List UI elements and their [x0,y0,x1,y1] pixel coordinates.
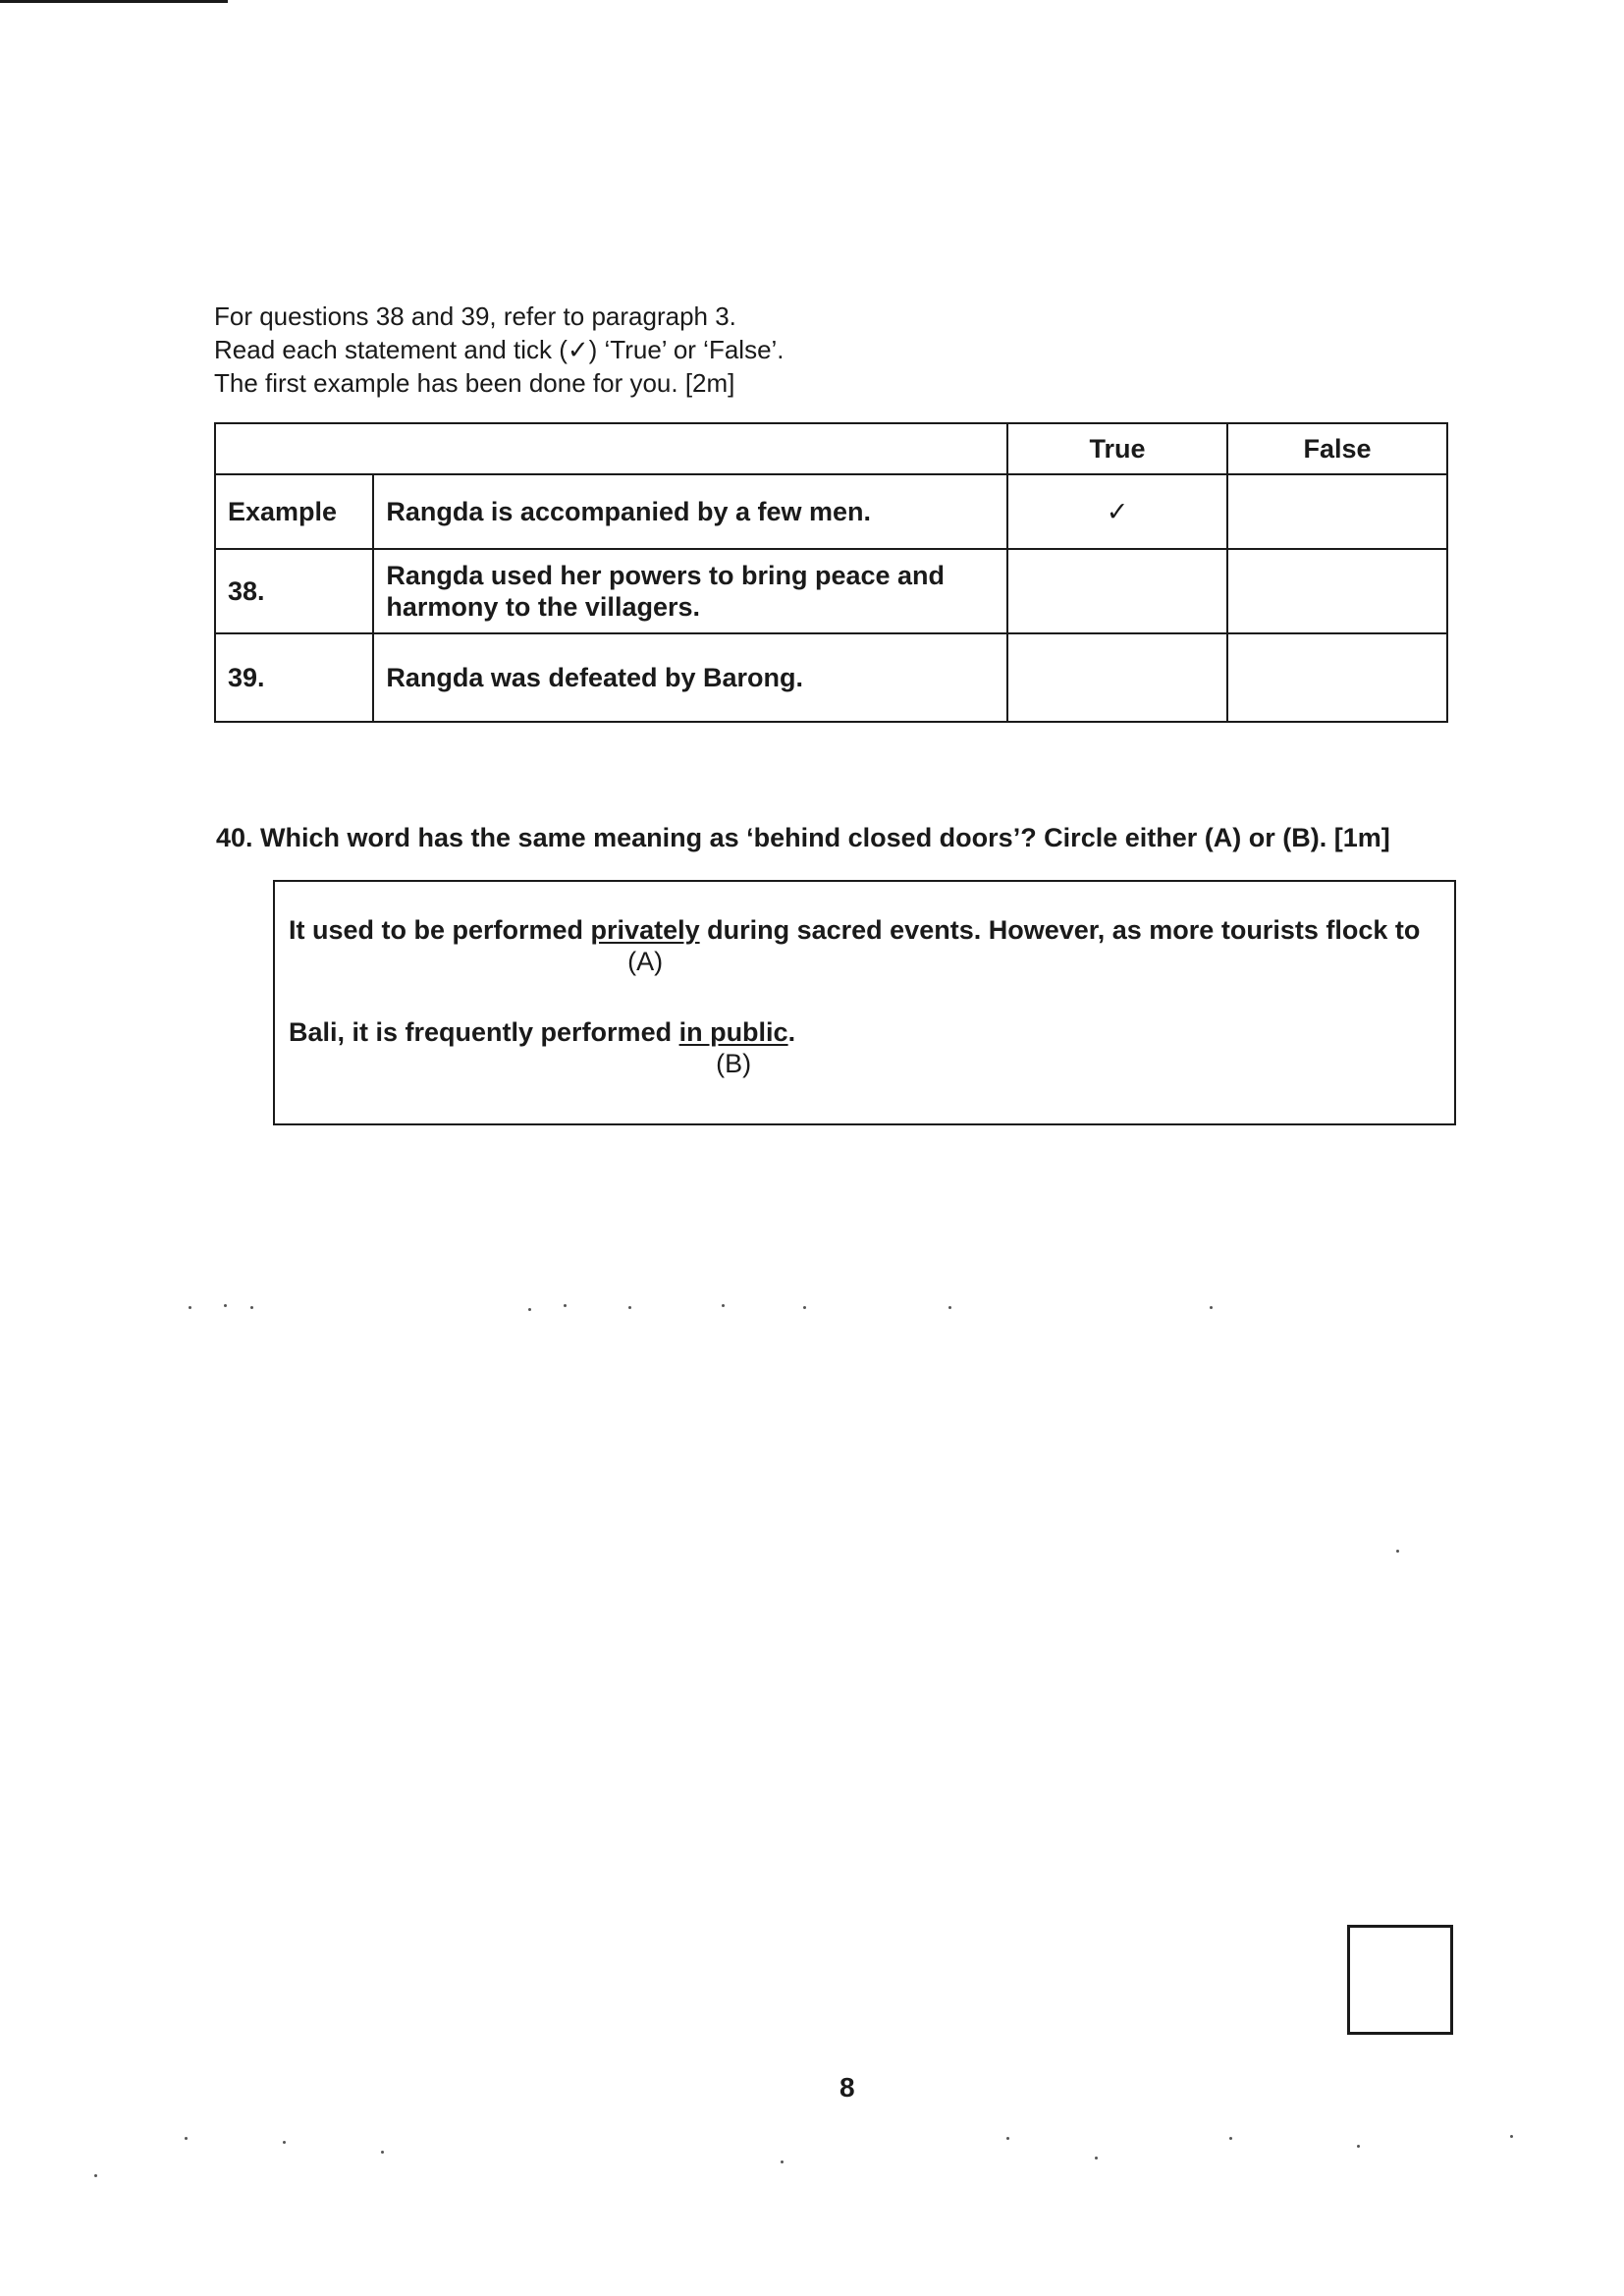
table-row [215,474,1447,549]
false-answer-cell[interactable] [1227,474,1447,549]
scan-speck [1210,1306,1213,1309]
true-answer-cell[interactable] [1007,633,1227,722]
scan-speck [94,2174,97,2177]
scan-speck [1357,2145,1360,2148]
row-number: Example [215,474,373,549]
instruction-line-2: Read each statement and tick (✓) ‘True’ or ‘False’. [214,335,785,364]
true-answer-cell[interactable] [1007,549,1227,633]
instruction-line-3: The first example has been done for you. [2m] [214,368,735,398]
question-40-prompt: 40. Which word has the same meaning as ‘behind closed doors’? Circle either (A) or (B). [1m] [216,823,1390,852]
instructions [214,300,785,400]
row-number: 39. [215,633,373,722]
option-a-word[interactable]: privately [590,915,700,945]
scan-speck [948,1306,951,1309]
passage-text: . [787,1017,796,1047]
scan-speck [1229,2137,1232,2140]
table-row [215,633,1447,722]
table-row [215,549,1447,633]
passage-line-2 [289,1017,796,1078]
false-answer-cell[interactable] [1227,549,1447,633]
passage-text: It used to be performed [289,915,591,945]
scan-speck [381,2151,384,2154]
scan-speck [1396,1550,1399,1553]
option-a-label: (A) [627,947,664,976]
scan-speck [528,1308,531,1311]
scan-speck [1095,2157,1098,2159]
scan-speck [781,2160,784,2163]
scan-speck [189,1306,191,1309]
table-header-row [215,423,1447,474]
true-answer-cell[interactable]: ✓ [1007,474,1227,549]
option-b-word[interactable]: in public [678,1017,788,1047]
scan-speck [628,1306,631,1309]
passage-text: Bali, it is frequently performed [289,1017,679,1047]
row-statement: Rangda used her powers to bring peace and harmony to the villagers. [373,549,1007,633]
option-b-label: (B) [716,1049,752,1078]
page-number: 8 [839,2072,855,2103]
scan-speck [564,1304,567,1307]
instruction-line-1: For questions 38 and 39, refer to paragraph 3. [214,301,736,331]
scan-speck [722,1304,725,1307]
scan-speck [1006,2137,1009,2140]
scan-speck [224,1304,227,1307]
passage-text: during sacred events. However, as more tourists flock to [699,915,1421,945]
top-rule [0,0,228,3]
option-b[interactable] [678,1017,788,1078]
scan-speck [803,1306,806,1309]
row-statement: Rangda is accompanied by a few men. [373,474,1007,549]
score-box [1347,1925,1453,2035]
scan-speck [283,2141,286,2144]
header-true: True [1007,423,1227,474]
option-a[interactable] [590,915,700,976]
scan-speck [1510,2135,1513,2138]
scan-speck [185,2137,188,2140]
scan-speck [250,1306,253,1309]
header-blank-cell [215,423,1007,474]
row-statement: Rangda was defeated by Barong. [373,633,1007,722]
passage-line-1 [289,915,1421,976]
false-answer-cell[interactable] [1227,633,1447,722]
header-false: False [1227,423,1447,474]
passage-box [273,880,1456,1125]
true-false-table [214,422,1448,723]
row-number: 38. [215,549,373,633]
